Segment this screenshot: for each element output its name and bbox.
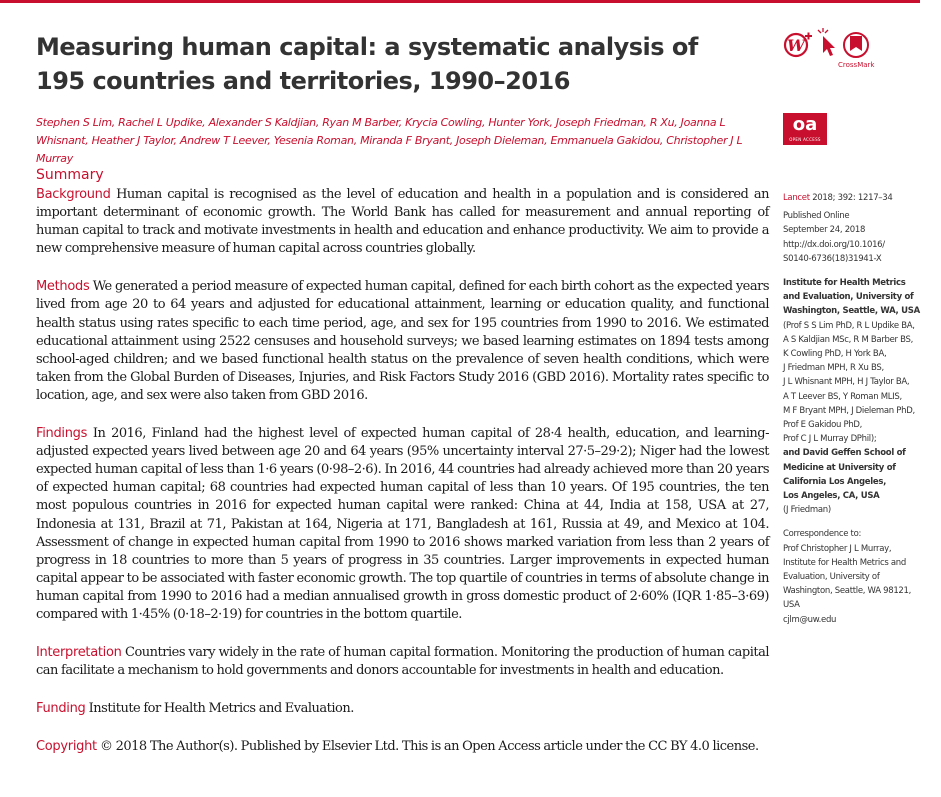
section-text: We generated a period measure of expected human capital, defined for each birth cohort as the expected years lived from age 20 to 64 years and adjusted for educational attainment, learning or education quality, and functional health status using rates specific to each time period, age, and sex for 195 countries from 1990 to 2016. We estimated educational attainment using 2522 censuses and household surveys; we based learning estimates on 1894 tests among school-aged children; and we based functional health status on the prevalence of seven health conditions, which were taken from the Global Burden of Diseases, Injuries, and Risk Factors Study 2016 (GBD 2016). Mortality rates specific to location, age, and sex were also taken from GBD 2016.	[36, 279, 769, 403]
affiliation-line: California Los Angeles,	[783, 476, 887, 487]
affiliation-people: A S Kaldjian MSc, R M Barber BS,	[783, 334, 914, 345]
crossmark-label: CrossMark	[838, 61, 875, 69]
correspondence-line: Washington, Seattle, WA 98121,	[783, 586, 912, 597]
top-rule	[0, 0, 920, 3]
copyright-paragraph	[36, 738, 769, 756]
section-text: Institute for Health Metrics and Evaluation.	[88, 701, 354, 717]
background-paragraph	[36, 186, 769, 258]
doi-link[interactable]: http://dx.doi.org/10.1016/	[783, 239, 885, 250]
section-head: Methods	[36, 279, 90, 295]
section-text: Countries vary widely in the rate of human capital formation. Monitoring the production of human capital can facilitate a mechanism to hold governments and donors accountable for investments in health and education.	[36, 645, 769, 679]
funding-paragraph	[36, 700, 769, 718]
affiliation-line: and David Geffen School of	[783, 448, 906, 459]
svg-text:W: W	[787, 36, 805, 55]
affiliation-line: Medicine at University of	[783, 462, 896, 473]
affiliation-people: J L Whisnant MPH, H J Taylor BA,	[783, 377, 910, 388]
affiliation-line: Washington, Seattle, WA, USA	[783, 306, 920, 317]
correspondence	[783, 527, 928, 626]
affiliation-people: (Prof S S Lim PhD, R L Updike BA,	[783, 320, 915, 331]
author-list: Stephen S Lim, Rachel L Updike, Alexander S Kaldjian, Ryan M Barber, Krycia Cowling, Hunter York, Joseph Friedman, R Xu, Joanna L Whisnant, Heather J Taylor, Andrew T Leever, Yesenia Roman, Miranda F Bryant, Joseph Dieleman, Emmanuela Gakidou, Christopher J L Murray	[36, 116, 743, 165]
citation-volume: 2018; 392: 1217–34	[812, 193, 893, 203]
affiliation-people: M F Bryant MPH, J Dieleman PhD,	[783, 405, 915, 416]
doi-id: S0140-6736(18)31941-X	[783, 253, 882, 264]
section-head: Background	[36, 187, 111, 202]
journal-name: Lancet	[783, 193, 810, 203]
article-title: Measuring human capital: a systematic analysis of 195 countries and territories, 1990–2016	[36, 33, 698, 95]
affiliation-line: Los Angeles, CA, USA	[783, 491, 880, 502]
methods-paragraph	[36, 278, 769, 405]
summary-heading: Summary	[36, 167, 104, 183]
affiliation-people: (J Friedman)	[783, 505, 831, 516]
section-head: Interpretation	[36, 645, 122, 661]
published-date: September 24, 2018	[783, 225, 866, 236]
correspondence-line: Institute for Health Metrics and	[783, 557, 906, 568]
journal-citation	[783, 191, 928, 205]
section-text: In 2016, Finland had the highest level of expected human capital of 28·4 health, education, and learning-adjusted expected years lived between age 20 and 64 years (95% uncertainty interval 27·5–29·2); Niger had the lowest expected human capital of less than 1·6 years (0·98–2·6). In 2016, 44 countries had already achieved more than 20 years of expected human capital; 68 countries had expected human capital of less than 10 years. Of 195 countries, the ten most populous countries in 2016 for expected human capital were ranked: China at 44, India at 158, USA at 27, Indonesia at 131, Brazil at 71, Pakistan at 164, Nigeria at 171, Bangladesh at 161, Russia at 49, and Mexico at 104. Assessment of change in expected human capital from 1990 to 2016 shows marked variation from less than 2 years of progress in 18 countries to more than 5 years of progress in 35 countries. Larger improvements in expected human capital appear to be associated with faster economic growth. The top quartile of countries in terms of absolute change in human capital from 1990 to 2016 had a median annualised growth in gross domestic product of 2·60% (IQR 1·85–3·69) compared with 1·45% (0·18–2·19) for countries in the bottom quartile.	[36, 426, 769, 622]
affiliation-line: Institute for Health Metrics	[783, 278, 906, 289]
findings-paragraph	[36, 425, 769, 624]
summary-body	[36, 186, 769, 756]
crossmark-icon[interactable]	[844, 33, 868, 57]
oa-logo-text: oa	[792, 114, 818, 135]
w-plus-icon[interactable]	[785, 33, 812, 57]
correspondence-line: Correspondence to:	[783, 529, 862, 540]
affiliation-people: K Cowling PhD, H York BA,	[783, 349, 887, 360]
section-head: Funding	[36, 701, 86, 717]
correspondence-line: Evaluation, University of	[783, 572, 880, 583]
section-head: Copyright	[36, 739, 97, 755]
affiliation-people: J Friedman MPH, R Xu BS,	[783, 363, 884, 374]
sidebar	[783, 191, 928, 627]
section-text: © 2018 The Author(s). Published by Elsevier Ltd. This is an Open Access article under the CC BY 4.0 license.	[99, 739, 759, 755]
affiliations	[783, 276, 928, 517]
header-icons	[782, 26, 892, 74]
published-info	[783, 209, 928, 266]
correspondence-line: USA	[783, 600, 800, 611]
open-access-badge	[783, 113, 827, 145]
published-line: Published Online	[783, 211, 850, 222]
affiliation-people: Prof C J L Murray DPhil);	[783, 434, 877, 445]
affiliation-people: A T Leever BS, Y Roman MLIS,	[783, 391, 902, 402]
section-head: Findings	[36, 426, 88, 442]
email-link[interactable]: cjlm@uw.edu	[783, 614, 837, 625]
pointer-cursor-icon	[818, 28, 835, 56]
section-text: Human capital is recognised as the level of education and health in a population and is considered an important determinant of economic growth. The World Bank has called for measurement and annual reporting of human capital to track and motivate investments in health and education and enhance productivity. We aim to provide a new comprehensive measure of human capital across countries globally.	[36, 187, 769, 257]
affiliation-people: Prof E Gakidou PhD,	[783, 420, 863, 431]
affiliation-line: and Evaluation, University of	[783, 292, 914, 303]
correspondence-line: Prof Christopher J L Murray,	[783, 543, 892, 554]
interpretation-paragraph	[36, 644, 769, 680]
oa-logo-subtext: OPEN ACCESS	[789, 137, 821, 142]
